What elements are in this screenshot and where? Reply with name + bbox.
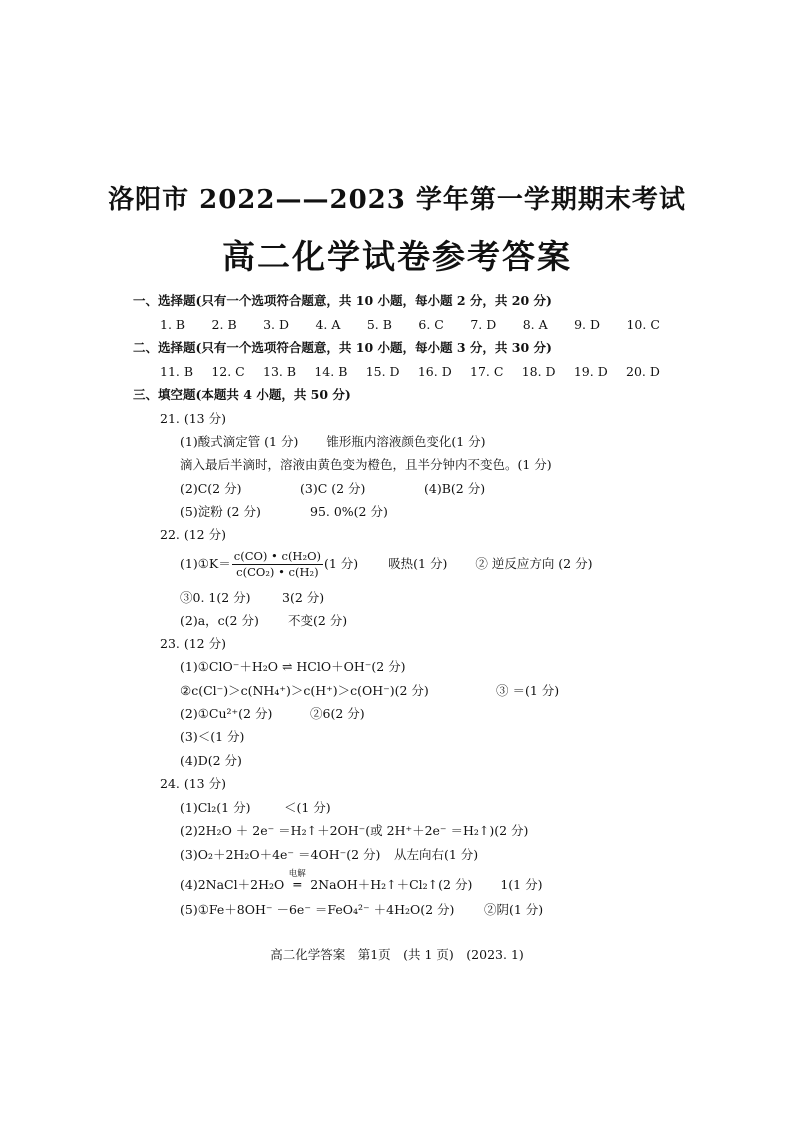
section-2-answers — [160, 363, 660, 381]
q24-answer-3b: 从左向右(1 分) — [394, 847, 479, 862]
answer-item: 13. B — [263, 364, 297, 379]
q24-answer-1b: ＜(1 分) — [284, 800, 331, 815]
answer-item: 15. D — [365, 364, 400, 379]
q24-equation-left: (4)2NaCl＋2H₂O — [180, 877, 285, 892]
q21-answer-1b: 锥形瓶内溶液颜色变化(1 分) — [326, 434, 486, 449]
q22-line-1 — [180, 548, 593, 580]
q21-answer-4: (4)B(2 分) — [424, 481, 486, 496]
q23-line-1: (1)①ClO⁻＋H₂O ⇌ HClO＋OH⁻(2 分) — [180, 659, 406, 674]
q22-answer-3a: ③0. 1(2 分) — [180, 590, 251, 605]
exam-title: 洛阳市 2022——2023 学年第一学期期末考试 — [108, 185, 686, 215]
answer-item: 8. A — [522, 317, 548, 332]
q21-line-2: 滴入最后半滴时，溶液由黄色变为橙色，且半分钟内不变色。(1 分) — [180, 457, 552, 472]
answer-item: 14. B — [314, 364, 348, 379]
q23-line-3 — [180, 705, 365, 723]
section-3-heading: 三、填空题(本题共 4 小题，共 50 分) — [133, 387, 351, 402]
q21-answer-3: (3)C (2 分) — [300, 481, 366, 496]
q24-line-3 — [180, 846, 478, 864]
q22-k-score: (1 分) — [323, 556, 359, 571]
fraction-numerator: c(CO) • c(H₂O) — [233, 549, 321, 563]
answer-item: 10. C — [626, 317, 660, 332]
section-2-heading: 二、选择题(只有一个选项符合题意，共 10 小题，每小题 3 分，共 30 分) — [133, 340, 552, 355]
q24-answer-5a: (5)①Fe＋8OH⁻ －6e⁻ ＝FeO₄²⁻ ＋4H₂O(2 分) — [180, 902, 455, 917]
q22-line-3 — [180, 612, 347, 630]
q22-answer-3b: 3(2 分) — [282, 590, 325, 605]
q24-answer-5b: ②阴(1 分) — [484, 902, 544, 917]
q21-line-1 — [180, 433, 486, 451]
answer-item: 6. C — [418, 317, 444, 332]
q22-line-2 — [180, 589, 324, 607]
q24-answer-4b: 1(1 分) — [500, 877, 543, 892]
q24-answer-3a: (3)O₂＋2H₂O＋4e⁻ ＝4OH⁻(2 分) — [180, 847, 381, 862]
answer-item: 19. D — [573, 364, 608, 379]
question-23-header: 23. (12 分) — [160, 636, 226, 651]
section-1-heading: 一、选择题(只有一个选项符合题意，共 10 小题，每小题 2 分，共 20 分) — [133, 293, 552, 308]
q21-answer-5a: (5)淀粉 (2 分) — [180, 504, 261, 519]
q23-line-4: (3)＜(1 分) — [180, 729, 245, 744]
answer-item: 1. B — [160, 317, 186, 332]
answer-item: 7. D — [470, 317, 497, 332]
q24-line-4 — [180, 869, 543, 894]
question-24-header: 24. (13 分) — [160, 776, 226, 791]
electrolysis-condition: 电解 — [288, 869, 306, 879]
q23-answer-2-1: (2)①Cu²⁺(2 分) — [180, 706, 273, 721]
q24-line-5 — [180, 901, 543, 919]
question-21-header: 21. (13 分) — [160, 411, 226, 426]
answer-item: 20. D — [626, 364, 660, 379]
answer-item: 12. C — [211, 364, 245, 379]
document-subtitle: 高二化学试卷参考答案 — [222, 237, 572, 276]
q21-answer-5b: 95. 0%(2 分) — [310, 504, 388, 519]
q22-answer-2b: 不变(2 分) — [288, 613, 348, 628]
q22-answer-2a: (2)a，c(2 分) — [180, 613, 259, 628]
answer-item: 3. D — [263, 317, 290, 332]
page-footer: 高二化学答案 第1页 (共 1 页) (2023. 1) — [270, 947, 524, 962]
answer-item: 4. A — [315, 317, 341, 332]
fraction-denominator: c(CO₂) • c(H₂) — [236, 565, 319, 579]
answer-item: 9. D — [574, 317, 601, 332]
q22-answer-1b: 吸热(1 分) — [388, 556, 448, 571]
answer-item: 5. B — [366, 317, 392, 332]
electrolysis-sign: 电解 ═ — [284, 876, 310, 894]
q23-line-5: (4)D(2 分) — [180, 753, 242, 768]
answer-item: 18. D — [521, 364, 556, 379]
answer-item: 16. D — [417, 364, 452, 379]
q21-answer-1a: (1)酸式滴定管 (1 分) — [180, 434, 299, 449]
q21-answer-2: (2)C(2 分) — [180, 481, 242, 496]
answer-item: 17. C — [470, 364, 504, 379]
q22-answer-1c: ② 逆反应方向 (2 分) — [475, 556, 593, 571]
q24-answer-1a: (1)Cl₂(1 分) — [180, 800, 251, 815]
q23-line-2 — [180, 682, 559, 700]
q21-line-4 — [180, 503, 388, 521]
q22-k-prefix: (1)①K＝ — [180, 556, 231, 571]
section-1-answers — [160, 316, 660, 334]
q24-equation-right: 2NaOH＋H₂↑＋Cl₂↑(2 分) — [310, 877, 473, 892]
q24-line-2: (2)2H₂O ＋ 2e⁻ ＝H₂↑＋2OH⁻(或 2H⁺＋2e⁻ ＝H₂↑)(2 分) — [180, 823, 529, 838]
q21-line-3 — [180, 480, 485, 498]
answer-item: 11. B — [160, 364, 194, 379]
answer-item: 2. B — [211, 317, 237, 332]
question-22-header: 22. (12 分) — [160, 527, 226, 542]
q24-line-1 — [180, 799, 331, 817]
equilibrium-constant-fraction — [232, 549, 323, 580]
q23-answer-3: ③ ＝(1 分) — [496, 683, 560, 698]
q23-answer-2: ②c(Cl⁻)＞c(NH₄⁺)＞c(H⁺)＞c(OH⁻)(2 分) — [180, 683, 429, 698]
q23-answer-2-2: ②6(2 分) — [310, 706, 365, 721]
